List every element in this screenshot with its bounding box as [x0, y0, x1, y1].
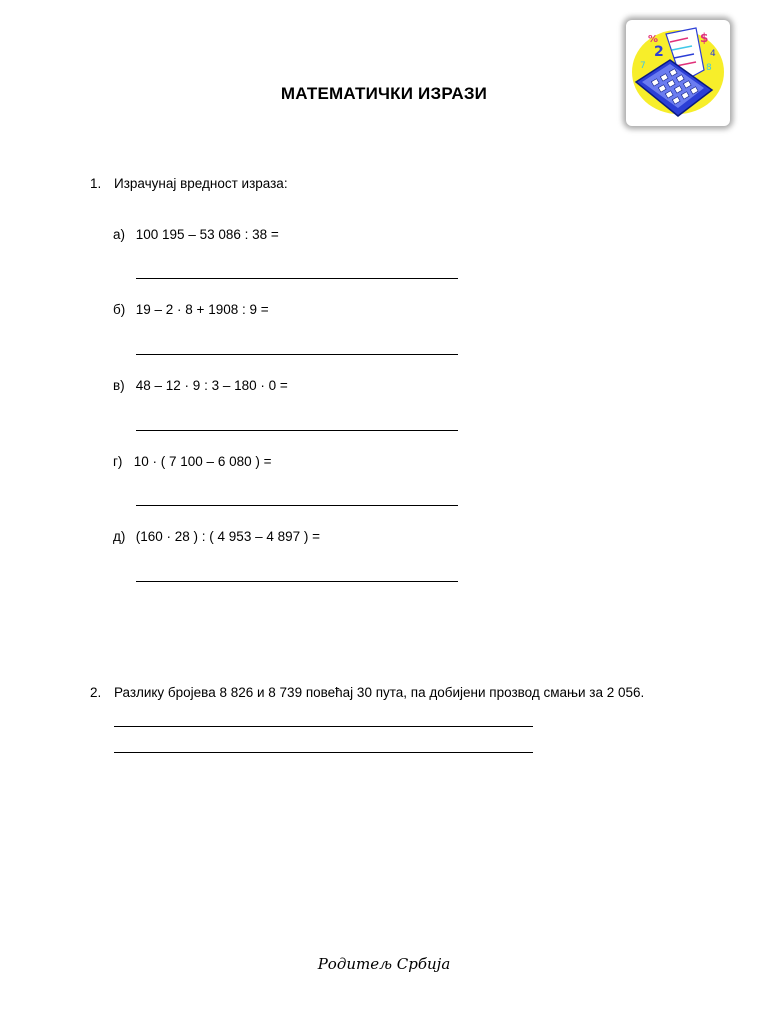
svg-text:$: $: [700, 31, 709, 45]
answer-line-a[interactable]: [136, 278, 458, 279]
calculator-clipart-icon: [626, 20, 730, 126]
expression-text: 19 – 2 · 8 + 1908 : 9 =: [135, 302, 269, 317]
expression-b: [113, 302, 269, 317]
answer-line-2-2[interactable]: [114, 752, 533, 753]
expression-label: д): [113, 529, 126, 544]
expression-d: [113, 529, 320, 544]
task-1-text: Израчунај вредност израза:: [114, 176, 288, 191]
expression-label: а): [113, 227, 126, 242]
expression-text: 100 195 – 53 086 : 38 =: [135, 227, 279, 242]
answer-line-2-1[interactable]: [114, 726, 533, 727]
footer-signature: Родитељ Србија: [317, 955, 451, 973]
svg-text:8: 8: [706, 63, 712, 73]
expression-label: г): [113, 454, 123, 469]
task-1-number: 1.: [90, 176, 102, 191]
task-2: [0, 685, 768, 705]
svg-text:7: 7: [640, 61, 646, 71]
task-2-number: 2.: [90, 685, 102, 700]
answer-line-b[interactable]: [136, 354, 458, 355]
calculator-clipart: [626, 20, 730, 126]
expression-label: б): [113, 302, 126, 317]
task-1: [0, 176, 768, 196]
expression-a: [113, 227, 279, 242]
answer-line-g[interactable]: [136, 505, 458, 506]
svg-text:%: %: [648, 34, 659, 45]
expression-v: [113, 378, 288, 393]
expression-text: 48 – 12 · 9 : 3 – 180 · 0 =: [135, 378, 288, 393]
expression-text: (160 · 28 ) : ( 4 953 – 4 897 ) =: [135, 529, 320, 544]
svg-text:2: 2: [654, 44, 664, 60]
answer-line-v[interactable]: [136, 430, 458, 431]
answer-line-d[interactable]: [136, 581, 458, 582]
expression-label: в): [113, 378, 125, 393]
expression-text: 10 · ( 7 100 – 6 080 ) =: [133, 454, 272, 469]
expression-g: [113, 454, 271, 469]
svg-text:4: 4: [710, 49, 716, 59]
task-2-text: Разлику бројева 8 826 и 8 739 повећај 30 пута, па добијени прозвод смањи за 2 056.: [114, 685, 645, 700]
page-title: МАТЕМАТИЧКИ ИЗРАЗИ: [280, 84, 488, 103]
